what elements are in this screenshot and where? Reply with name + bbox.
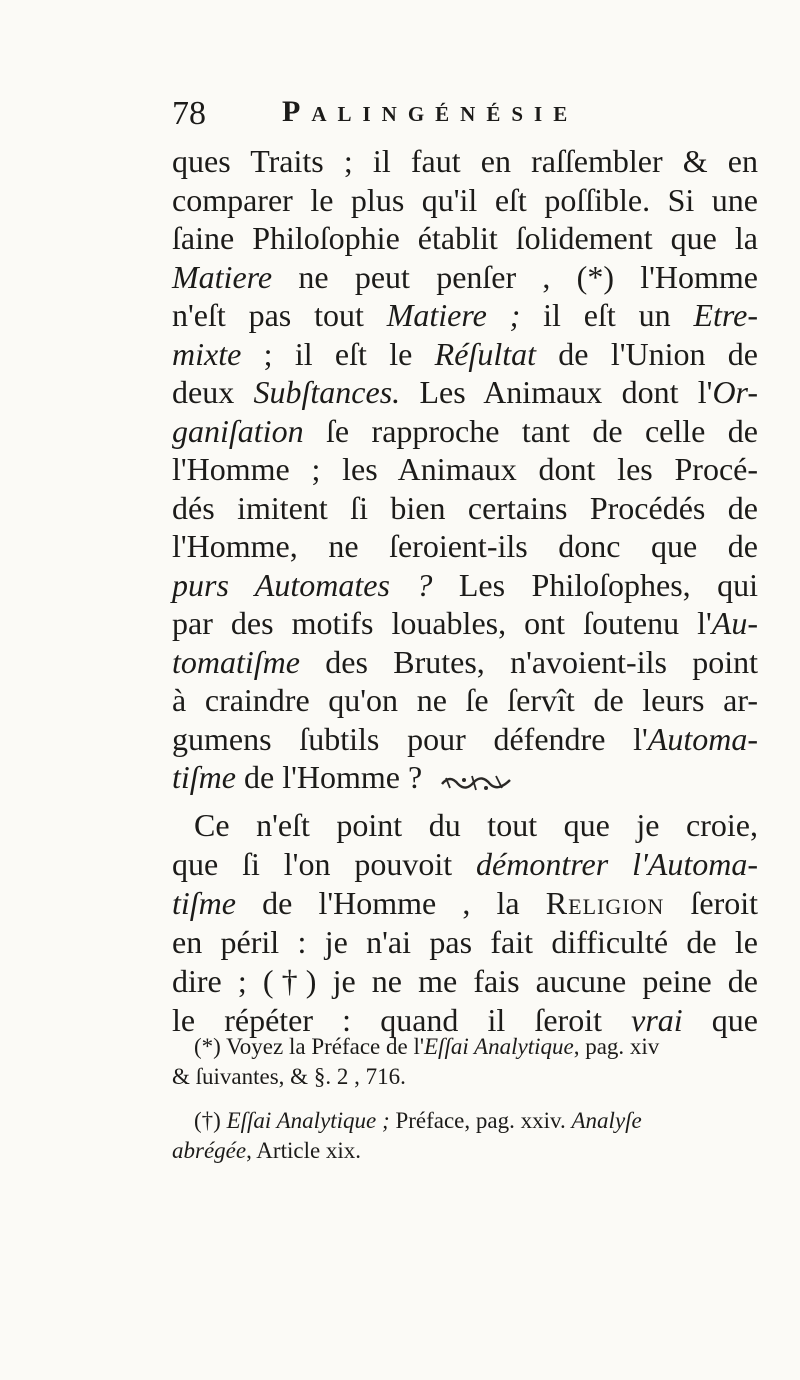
- footnote-line: abrégée, Article xix.: [172, 1138, 362, 1163]
- footnote-2: [172, 1106, 758, 1166]
- text-line: le répéter : quand il ſeroit vrai que: [172, 1002, 759, 1038]
- text-line: deux Subſtances. Les Animaux dont l'Or-: [172, 374, 759, 410]
- paragraph-1: [172, 142, 758, 797]
- footnote-line: & ſuivantes, & §. 2 , 716.: [172, 1064, 406, 1089]
- text-line: ſaine Philoſophie établit ſolidement que la: [172, 220, 758, 256]
- section-ornament: [436, 770, 516, 794]
- text-line: mixte ; il eſt le Réſultat de l'Union de: [172, 335, 759, 372]
- text-line: à craindre qu'on ne ſe ſervît de leurs ar-: [172, 682, 758, 718]
- footnotes: [172, 1032, 758, 1180]
- running-head: [172, 95, 752, 139]
- text-line: purs Automates ? Les Philoſophes, qui: [172, 566, 759, 603]
- text-line: ganiſation ſe rapproche tant de celle de: [172, 412, 758, 449]
- paragraph-2: [172, 806, 758, 1040]
- text-line: dés imitent ſi bien certains Procédés de: [172, 489, 758, 526]
- text-line: en péril : je n'ai pas fait difficulté de le: [172, 924, 758, 960]
- text-line: l'Homme ; les Animaux dont les Procé-: [172, 451, 758, 487]
- footnote-1: [172, 1032, 758, 1092]
- page-number: 78: [172, 95, 206, 132]
- text-line: que ſi l'on pouvoit démontrer l'Automa-: [172, 846, 759, 882]
- footnote-line: (*) Voyez la Préface de l'Eſſai Analytique, pag. xiv: [194, 1034, 660, 1059]
- text-line: n'eſt pas tout Matiere ; il eſt un Etre-: [172, 297, 759, 333]
- text-line: tiſme de l'Homme ?: [172, 759, 423, 795]
- text-line: l'Homme, ne ſeroient-ils donc que de: [172, 528, 758, 564]
- text-line: dire ; (†) je ne me fais aucune peine de: [172, 963, 758, 999]
- text-line: Matiere ne peut penſer , (*) l'Homme: [172, 258, 758, 295]
- text-line: Ce n'eſt point du tout que je croie,: [194, 807, 758, 843]
- running-title: Palingénésie: [282, 95, 579, 128]
- footnote-line: (†) Eſſai Analytique ; Préface, pag. xxiv. Analyſe: [194, 1108, 642, 1133]
- text-line: gumens ſubtils pour défendre l'Automa-: [172, 720, 758, 757]
- text-line: tiſme de l'Homme , la Religion ſeroit: [172, 885, 759, 921]
- text-line: comparer le plus qu'il eſt poſſible. Si une: [172, 181, 758, 218]
- text-line: par des motifs louables, ont ſoutenu l'Au-: [172, 605, 758, 641]
- text-line: tomatiſme des Brutes, n'avoient-ils point: [172, 643, 758, 680]
- text-line: ques Traits ; il faut en raſſembler & en: [172, 143, 758, 179]
